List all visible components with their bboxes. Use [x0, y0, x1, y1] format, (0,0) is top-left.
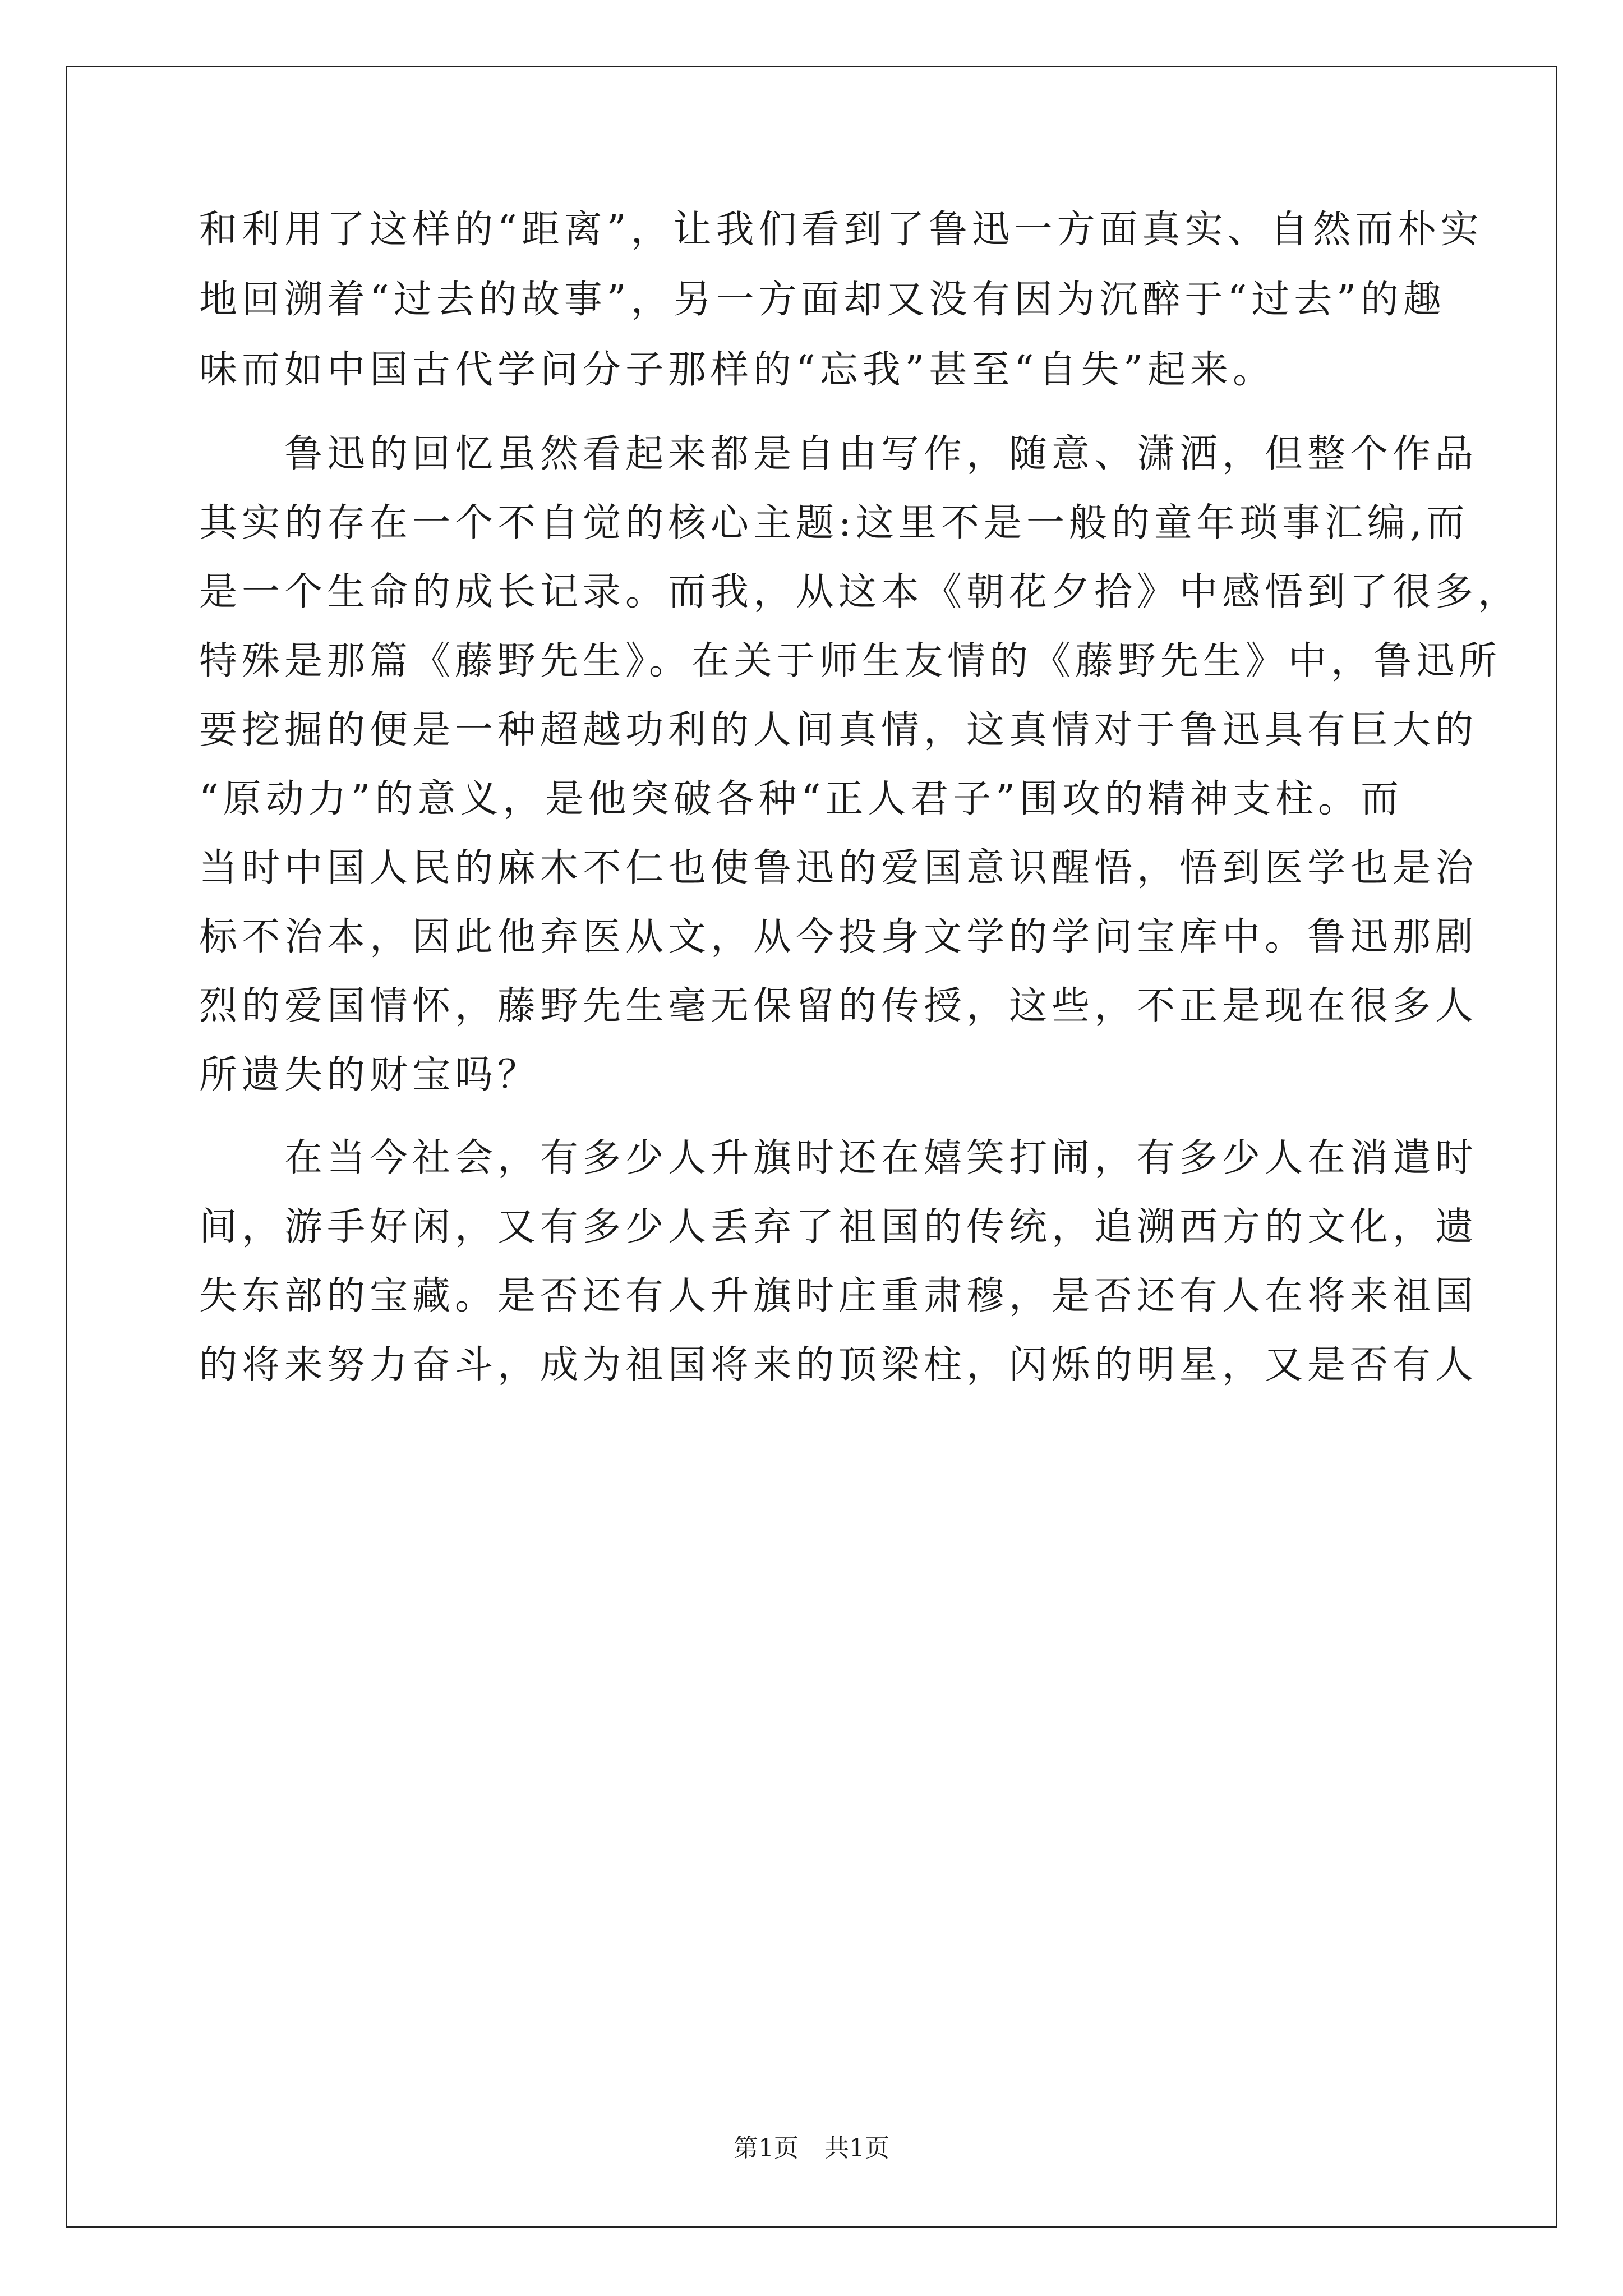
text-line: 要挖掘的便是一种超越功利的人间真情，这真情对于鲁迅具有巨大的: [199, 708, 1478, 752]
text-line: 特殊是那篇《藤野先生》。在关于师生友情的《藤野先生》中，鲁迅所: [199, 639, 1502, 683]
text-line: 失东部的宝藏。是否还有人升旗时庄重肃穆，是否还有人在将来祖国: [199, 1274, 1478, 1318]
text-line: 烈的爱国情怀，藤野先生毫无保留的传授，这些，不正是现在很多人: [199, 984, 1478, 1028]
text-line: 鲁迅的回忆虽然看起来都是自由写作，随意、潇洒，但整个作品: [199, 432, 1478, 476]
text-line: 地回溯着“过去的故事”，另一方面却又没有因为沉醉于“过去”的趣: [199, 278, 1446, 322]
text-line: “原动力”的意义，是他突破各种“正人君子”围攻的精神支柱。而: [199, 777, 1404, 821]
text-line: 和利用了这样的“距离”，让我们看到了鲁迅一方面真实、自然而朴实: [199, 208, 1483, 252]
page-count: 共1页: [824, 2134, 889, 2162]
text-line: 所遗失的财宝吗？: [199, 1053, 541, 1097]
text-line: 在当今社会，有多少人升旗时还在嬉笑打闹，有多少人在消遣时: [199, 1136, 1478, 1180]
page-number: 第1页: [734, 2134, 799, 2162]
text-line: 间，游手好闲，又有多少人丢弃了祖国的传统，追溯西方的文化，遗: [199, 1205, 1478, 1249]
text-line: 其实的存在一个不自觉的核心主题:这里不是一般的童年琐事汇编,而: [199, 501, 1469, 545]
text-line: 标不治本，因此他弃医从文，从今投身文学的学问宝库中。鲁迅那剧: [199, 915, 1478, 959]
page-footer: [0, 2132, 1623, 2165]
text-line: 的将来努力奋斗，成为祖国将来的顶梁柱，闪烁的明星，又是否有人: [199, 1343, 1478, 1387]
text-line: 当时中国人民的麻木不仁也使鲁迅的爱国意识醒悟，悟到医学也是治: [199, 846, 1478, 890]
text-line: 是一个生命的成长记录。而我，从这本《朝花夕拾》中感悟到了很多，: [199, 570, 1521, 614]
text-line: 味而如中国古代学问分子那样的“忘我”甚至“自失”起来。: [199, 348, 1276, 392]
